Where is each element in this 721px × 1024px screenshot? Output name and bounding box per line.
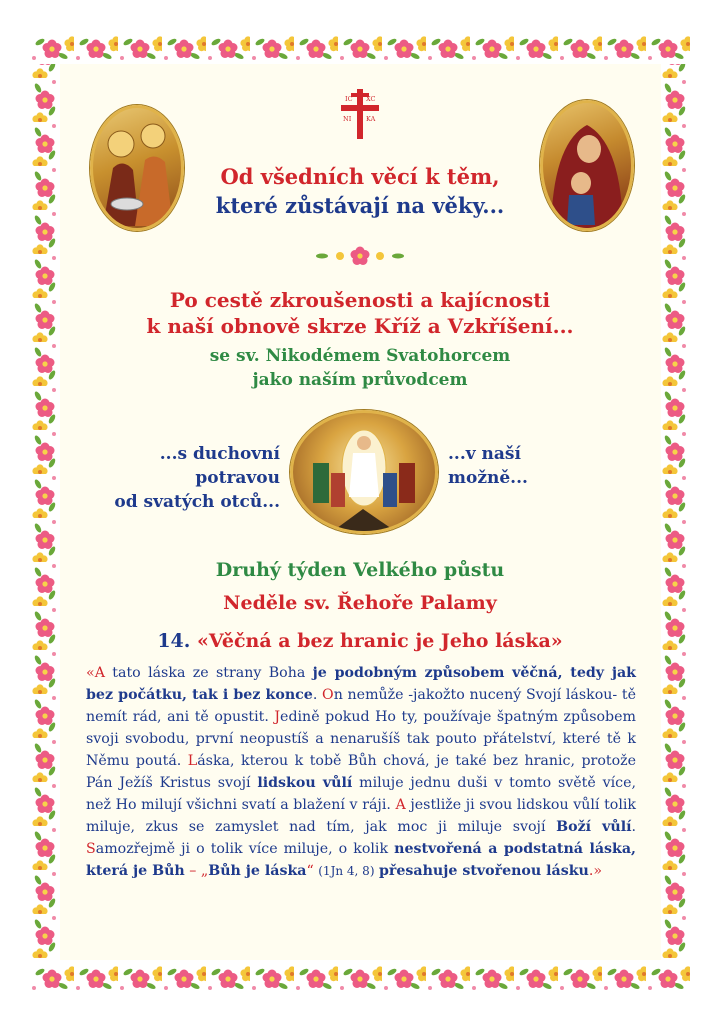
- side-left-line3: od svatých otců...: [114, 492, 280, 512]
- theme-line2: k naší obnově skrze Kříž a Vzkříšení...: [146, 314, 574, 338]
- theme-line1: Po cestě zkroušenosti a kajícnosti: [169, 288, 551, 312]
- body-initial-a: A: [94, 665, 105, 681]
- title-line1: Od všedních věcí k těm,: [220, 164, 500, 189]
- body-initial-j: J: [274, 709, 281, 725]
- chapter-heading: [90, 627, 630, 655]
- body-text-8: .: [631, 819, 636, 835]
- body-dash-quote: – „: [184, 863, 209, 879]
- body-citation: (1Jn 4, 8): [318, 864, 375, 878]
- chapter-title: «Věčná a bez hranic je Jeho láska»: [197, 630, 563, 652]
- side-right-line2: možně...: [448, 468, 528, 488]
- icon-theotokos: [540, 100, 634, 231]
- side-left-line1: ...s duchovní: [159, 444, 280, 464]
- body-quote-close: “: [306, 863, 319, 879]
- body-initial-a2: A: [395, 797, 406, 813]
- week-line1: Druhý týden Velkého půstu: [215, 559, 505, 581]
- body-text-1: tato láska ze strany Boha: [104, 665, 313, 681]
- cross-letter-xc: XC: [366, 95, 376, 103]
- cross-letter-ni: NI: [343, 115, 352, 123]
- body-emph-5: Bůh je láska: [208, 863, 307, 879]
- side-left-line2: potravou: [195, 468, 280, 488]
- title-line2: které zůstávají na věky...: [215, 193, 505, 218]
- body-text: [86, 662, 636, 882]
- theme-line4: jako naším průvodcem: [252, 370, 468, 390]
- body-text-9: amozřejmě ji o tolik více miluje, o kolik: [95, 841, 395, 857]
- body-emph-2: lidskou vůlí: [257, 775, 353, 791]
- week-line2: Neděle sv. Řehoře Palamy: [223, 592, 497, 614]
- cross-letter-ic: IC: [345, 95, 353, 103]
- body-text-4: edině pokud Ho ty, používaje špatným způsobem svoji svobodu, první neopustíš a nenarušíš tak pouto přátelství, které tě k Němu poutá.: [86, 709, 636, 769]
- body-initial-s: S: [86, 841, 96, 857]
- body-text-3: n nemůže -jakožto nucený Svojí láskou- tě nemít rád, ani tě opustit.: [86, 687, 637, 725]
- body-text-5: áska, kterou k tobě Bůh chová, je také bez hranic, protože Pán Ježíš Kristus svojí: [86, 753, 636, 791]
- body-text-6: miluje jednu duši v tomto světě více, než Ho milují všichni svatí a blažení v ráji.: [86, 775, 636, 813]
- side-right-line1: ...v naší: [448, 444, 521, 464]
- ornament-separator: [312, 244, 408, 268]
- body-initial-o: O: [322, 687, 334, 703]
- cross-icon: [337, 85, 383, 141]
- theme-line3: se sv. Nikodémem Svatohorcem: [209, 346, 511, 366]
- body-text-7: jestliže ji svou lidskou vůlí tolik miluje, zkus se zamyslet nad tím, jak moc ji miluje svojí: [86, 797, 636, 835]
- chapter-number: 14.: [157, 630, 191, 652]
- body-emph-4: nestvořená a podstatná láska, která je Bůh: [86, 841, 636, 879]
- body-initial-l: L: [187, 753, 198, 769]
- body-emph-3: Boží vůlí: [556, 819, 632, 835]
- body-quote-open: «: [86, 665, 95, 681]
- body-emph-6: přesahuje stvořenou lásku: [379, 863, 589, 879]
- cross-letter-ka: KA: [366, 115, 376, 123]
- body-text-2: .: [312, 687, 323, 703]
- body-end: .»: [588, 863, 603, 879]
- body-emph-1: je podobným způsobem věčná, tedy jak bez počátku, tak i bez konce: [86, 665, 636, 703]
- icon-resurrection: [290, 410, 438, 534]
